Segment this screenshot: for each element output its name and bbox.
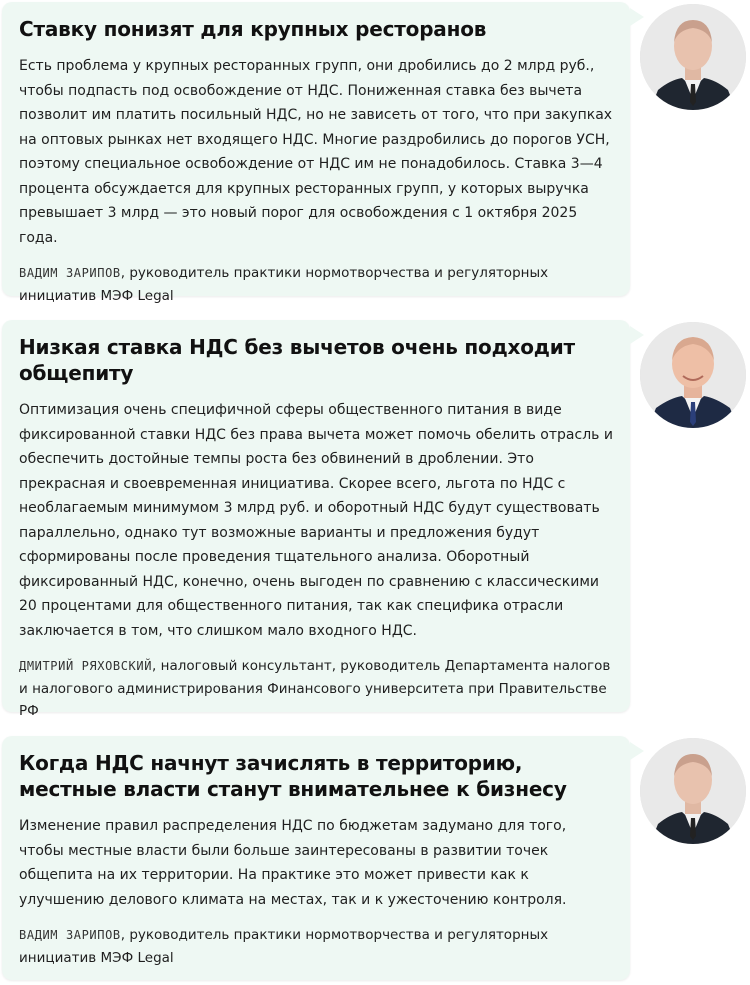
author-role: , руководитель практики нормотворчества и регуляторных инициатив МЭФ Legal <box>19 927 549 966</box>
quote-title: Когда НДС начнут зачислять в территорию, местные власти станут внимательнее к бизнесу <box>19 751 567 801</box>
avatar-portrait-icon <box>640 4 746 110</box>
quote-body: Изменение правил распределения НДС по бюджетам задумано для того, чтобы местные власти были больше заинтересованы в развитии точек общепита на их территории. На практике это может привести как к улучшению делового климата на местах, так и к ужесточению контроля. <box>19 818 567 908</box>
quote-body: Оптимизация очень специфичной сферы общественного питания в виде фиксированной ставки НДС без права вычета может помочь обелить отрасль и обеспечить достойные темпы роста без обвинений в дроблении. Это прекрасная и своевременная инициатива. Скорее всего, льгота по НДС с необлагаемым минимумом 3 млрд руб. и оборотный НДС будут существовать параллельно, однако тут возможные варианты и предложения будут сформированы после проведения тщательного анализа. Оборотный фиксированный НДС, конечно, очень выгоден по сравнению с классическими 20 процентами для общественного питания, так как специфика отрасли заключается в том, что слишком мало входного НДС. <box>19 402 613 639</box>
quote-title: Низкая ставка НДС без вычетов очень подходит общепиту <box>19 335 575 385</box>
quote-author <box>19 262 614 307</box>
author-name: ВАДИМ ЗАРИПОВ <box>19 266 121 280</box>
author-role: , налоговый консультант, руководитель Департамента налогов и налогового администрирования Финансового университета при Правительстве РФ <box>19 658 611 719</box>
quote-card-3 <box>2 736 630 980</box>
author-name: ДМИТРИЙ РЯХОВСКИЙ <box>19 659 153 673</box>
avatar-portrait-icon <box>640 738 746 844</box>
avatar-portrait-icon <box>640 322 746 428</box>
quote-title: Ставку понизят для крупных ресторанов <box>19 17 487 41</box>
quote-card-1 <box>2 2 630 304</box>
author-name: ВАДИМ ЗАРИПОВ <box>19 928 121 942</box>
quote-card-2 <box>2 320 630 719</box>
author-role: , руководитель практики нормотворчества и регуляторных инициатив МЭФ Legal <box>19 265 549 304</box>
quote-body: Есть проблема у крупных ресторанных групп, они дробились до 2 млрд руб., чтобы подпасть под освобождение от НДС. Пониженная ставка без вычета позволит им платить посильный НДС, но не зависеть от того, что при закупках на оптовых рынках нет входящего НДС. Многие раздробились до порогов УСН, поэтому специальное освобождение от НДС им не понадобилось. Ставка 3—4 процента обсуждается для крупных ресторанных групп, у которых выручка превышает 3 млрд — это новый порог для освобождения с 1 октября 2025 года. <box>19 58 613 246</box>
quote-author <box>19 655 614 723</box>
quote-author <box>19 924 614 969</box>
